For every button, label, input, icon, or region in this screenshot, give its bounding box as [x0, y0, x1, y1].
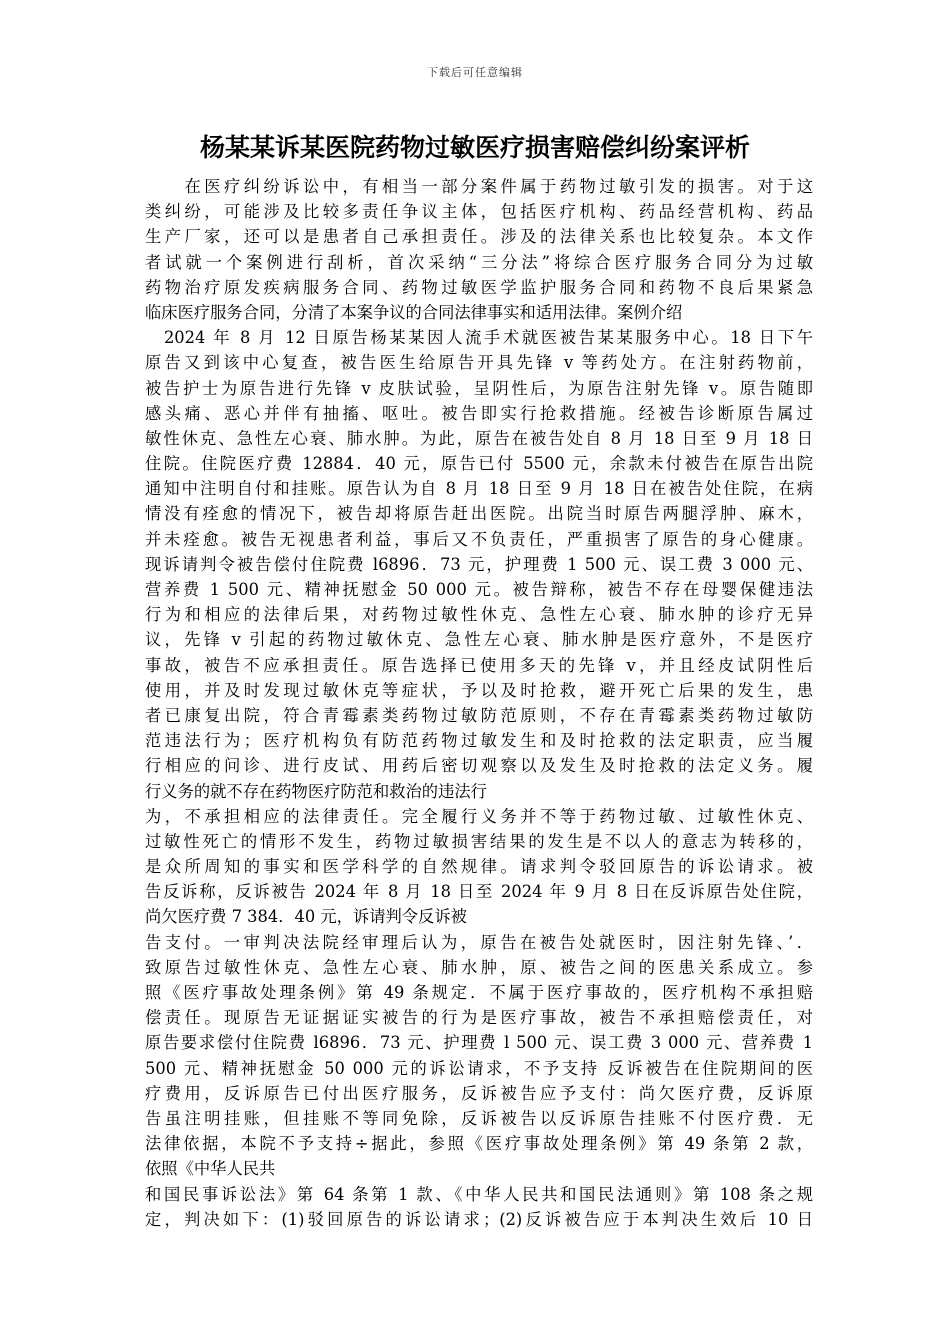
body-line: 依照《中华人民共 — [145, 1159, 276, 1179]
header-note: 下载后可任意编辑 — [427, 66, 523, 79]
body-line: 疗费用，反诉原告已付出医疗服务，反诉被告应予支付：尚欠医疗费，反诉原 — [145, 1083, 813, 1103]
body-line: 告虽注明挂账，但挂账不等同免除，反诉被告以反诉原告挂账不付医疗费．无 — [145, 1108, 813, 1128]
body-line: 现诉请判令被告偿付住院费 l6896．73 元，护理费 1 500 元、误工费 3 000 元、 — [145, 554, 813, 574]
body-line: 药物治疗原发疾病服务合同、药物过敏医学监护服务合同和药物不良后果紧急 — [145, 277, 813, 297]
body-line: 住院。住院医疗费 12884．40 元，原告已付 5500 元，余款未付被告在原告出院 — [145, 454, 813, 474]
body-line: 原告要求偿付住院费 l6896．73 元、护理费 l 500 元、误工费 3 000 元、营养费 1 — [145, 1033, 813, 1053]
body-line: 法律依据，本院不予支持÷据此，参照《医疗事故处理条例》第 49 条第 2 款， — [145, 1134, 813, 1154]
body-line: 者已康复出院，符合青霉素类药物过敏防范原则，不存在青霉素类药物过敏防 — [145, 705, 813, 725]
body-line: 行义务的就不存在药物医疗防范和救治的违法行 — [145, 781, 487, 801]
body-line: 议，先锋 v 引起的药物过敏休克、急性左心衰、肺水肿是医疗意外，不是医疗 — [145, 630, 813, 650]
body-line: 行为和相应的法律后果，对药物过敏性休克、急性左心衰、肺水肿的诊疗无异 — [145, 605, 813, 625]
body-line: 告支付。一审判决法院经审理后认为，原告在被告处就医时，因注射先锋、’． — [145, 932, 813, 952]
body-line: 类纠纷，可能涉及比较多责任争议主体，包括医疗机构、药品经营机构、药品 — [145, 202, 813, 222]
body-line: 者试就一个案例进行刮析，首次采纳“三分法”将综合医疗服务合同分为过敏 — [145, 252, 813, 272]
body-line: 使用，并及时发现过敏休克等症状，予以及时抢救，避开死亡后果的发生，患 — [145, 680, 813, 700]
body-line: 原告又到该中心复查，被告医生给原告开具先锋 v 等药处方。在注射药物前， — [145, 353, 813, 373]
body-line: 和国民事诉讼法》第 64 条第 1 款、《中华人民共和国民法通则》第 108 条之规 — [145, 1184, 813, 1204]
body-line: 在医疗纠纷诉讼中，有相当一部分案件属于药物过敏引发的损害。对于这 — [145, 177, 813, 196]
body-line: 感头痛、恶心并伴有抽搐、呕吐。被告即实行抢救措施。经被告诊断原告属过 — [145, 403, 813, 423]
document-title: 杨某某诉某医院药物过敏医疗损害赔偿纠纷案评析 — [199, 133, 750, 162]
body-line: 事故，被告不应承担责任。原告选择已使用多天的先锋 v，并且经皮试阴性后 — [145, 655, 813, 675]
body-line: 营养费 1 500 元、精神抚慰金 50 000 元。被告辩称，被告不存在母婴保健违法 — [145, 580, 813, 599]
body-line: 偿责任。现原告无证据证实被告的行为是医疗事故，被告不承担赔偿责任，对 — [145, 1008, 813, 1028]
body-line: 致原告过敏性休克、急性左心衰、肺水肿，原、被告之间的医患关系成立。参 — [145, 957, 813, 977]
body-line: 生产厂家，还可以是患者自己承担责任。涉及的法律关系也比较复杂。本文作 — [145, 227, 813, 247]
body-line: 通知中注明自付和挂账。原告认为自 8 月 18 日至 9 月 18 日在被告处住院，在病 — [145, 479, 813, 499]
body-line: 为，不承担相应的法律责任。完全履行义务并不等于药物过敏、过敏性休克、 — [145, 806, 813, 826]
body-line: 告反诉称，反诉被告 2024 年 8 月 18 日至 2024 年 9 月 8 日在反诉原告处住院， — [145, 882, 813, 902]
body-line: 尚欠医疗费 7 384．40 元，诉请判令反诉被 — [145, 907, 467, 927]
body-line: 过敏性死亡的情形不发生，药物过敏损害结果的发生是不以人的意志为转移的， — [145, 831, 813, 851]
body-line: 照《医疗事故处理条例》第 49 条规定．不属于医疗事故的，医疗机构不承担赔 — [145, 983, 813, 1002]
body-line: 情没有痊愈的情况下，被告却将原告赶出医院。出院当时原告两腿浮肿、麻木， — [145, 504, 813, 524]
document-body — [145, 174, 813, 1232]
body-line: 500 元、精神抚慰金 50 000 元的诉讼请求，不予支持 反诉被告在住院期间的医 — [145, 1058, 813, 1078]
body-line: 敏性休克、急性左心衰、肺水肿。为此，原告在被告处自 8 月 18 日至 9 月 18 日 — [145, 428, 813, 448]
body-line: 被告护士为原告进行先锋 v 皮肤试验，呈阴性后，为原告注射先锋 v。原告随即 — [145, 378, 813, 398]
body-line: 2024 年 8 月 12 日原告杨某某因人流手术就医被告某某服务中心。18 日下午 — [145, 328, 813, 348]
body-line: 临床医疗服务合同，分清了本案争议的合同法律事实和适用法律。案例介绍 — [145, 302, 683, 322]
body-line: 定，判决如下：(1)驳回原告的诉讼请求；(2)反诉被告应于本判决生效后 10 日 — [145, 1209, 813, 1229]
body-line: 是众所周知的事实和医学科学的自然规律。请求判令驳回原告的诉讼请求。被 — [145, 857, 813, 877]
body-line: 并未痊愈。被告无视患者利益，事后又不负责任，严重损害了原告的身心健康。 — [145, 529, 813, 549]
body-line: 行相应的问诊、进行皮试、用药后密切观察以及发生及时抢救的法定义务。履 — [145, 756, 813, 776]
body-line: 范违法行为；医疗机构负有防范药物过敏发生和及时抢救的法定职责，应当履 — [145, 731, 813, 751]
